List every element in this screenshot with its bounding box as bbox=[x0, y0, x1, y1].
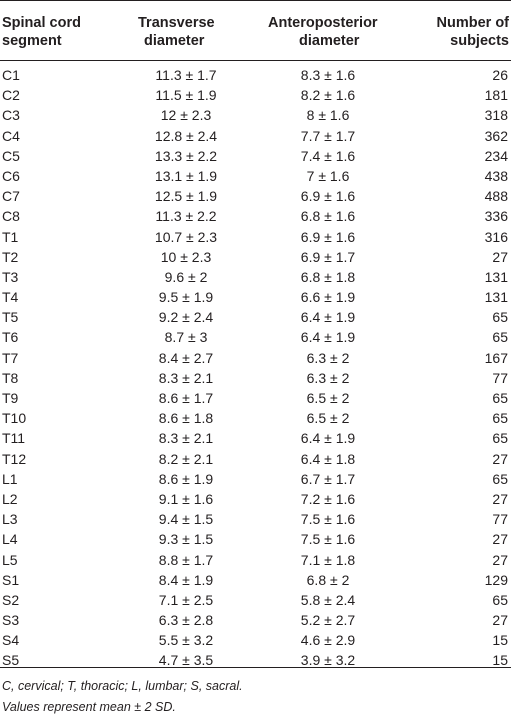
table-row bbox=[0, 348, 511, 368]
cell-anteroposterior: 6.4 ± 1.9 bbox=[300, 329, 356, 346]
table-footnotes bbox=[2, 676, 243, 718]
header-rule bbox=[0, 60, 511, 61]
table-row bbox=[0, 570, 511, 590]
table-row bbox=[0, 65, 511, 85]
cell-anteroposterior: 7.2 ± 1.6 bbox=[300, 490, 356, 507]
cell-transverse: 9.1 ± 1.6 bbox=[158, 490, 214, 507]
cell-subjects: 27 bbox=[492, 248, 508, 265]
cell-transverse: 9.3 ± 1.5 bbox=[158, 531, 214, 548]
cell-anteroposterior: 6.9 ± 1.6 bbox=[300, 228, 356, 245]
cell-subjects: 65 bbox=[492, 329, 508, 346]
cell-segment: L2 bbox=[2, 490, 18, 507]
cell-segment: C6 bbox=[2, 167, 20, 184]
cell-subjects: 77 bbox=[492, 511, 508, 528]
cell-segment: C3 bbox=[2, 107, 20, 124]
cell-segment: L3 bbox=[2, 511, 18, 528]
cell-subjects: 65 bbox=[492, 470, 508, 487]
table-row bbox=[0, 146, 511, 166]
cell-anteroposterior: 6.4 ± 1.9 bbox=[300, 309, 356, 326]
top-rule bbox=[0, 0, 511, 1]
table-row bbox=[0, 227, 511, 247]
cell-subjects: 65 bbox=[492, 410, 508, 427]
cell-anteroposterior: 8.2 ± 1.6 bbox=[300, 87, 356, 104]
cell-subjects: 131 bbox=[484, 289, 508, 306]
cell-segment: T3 bbox=[2, 268, 19, 285]
table-row bbox=[0, 509, 511, 529]
cell-anteroposterior: 6.8 ± 1.8 bbox=[300, 268, 356, 285]
cell-anteroposterior: 7.5 ± 1.6 bbox=[300, 531, 356, 548]
header-line: diameter bbox=[299, 33, 360, 49]
cell-anteroposterior: 6.8 ± 1.6 bbox=[300, 208, 356, 225]
cell-anteroposterior: 6.8 ± 2 bbox=[306, 571, 350, 588]
cell-subjects: 65 bbox=[492, 591, 508, 608]
cell-transverse: 8.2 ± 2.1 bbox=[158, 450, 214, 467]
table-row bbox=[0, 388, 511, 408]
table-row bbox=[0, 206, 511, 226]
cell-segment: T9 bbox=[2, 390, 19, 406]
cell-transverse: 8.3 ± 2.1 bbox=[158, 430, 214, 447]
footnote-values: Values represent mean ± 2 SD. bbox=[2, 700, 176, 714]
table-row bbox=[0, 489, 511, 509]
table-row bbox=[0, 267, 511, 287]
cell-anteroposterior: 7.5 ± 1.6 bbox=[300, 511, 356, 528]
table-row bbox=[0, 408, 511, 428]
cell-segment: L5 bbox=[2, 551, 18, 568]
cell-segment: T8 bbox=[2, 369, 19, 386]
cell-subjects: 316 bbox=[484, 228, 508, 245]
cell-transverse: 7.1 ± 2.5 bbox=[158, 591, 214, 608]
cell-segment: S2 bbox=[2, 591, 20, 608]
header-line: segment bbox=[2, 33, 62, 49]
header-line: subjects bbox=[450, 33, 509, 49]
cell-subjects: 15 bbox=[492, 652, 508, 669]
table-row bbox=[0, 368, 511, 388]
cell-anteroposterior: 7 ± 1.6 bbox=[306, 167, 350, 184]
bottom-rule bbox=[0, 667, 511, 668]
table-body bbox=[0, 65, 511, 671]
cell-anteroposterior: 6.3 ± 2 bbox=[306, 349, 350, 366]
cell-segment: S1 bbox=[2, 571, 20, 588]
cell-subjects: 181 bbox=[484, 87, 508, 104]
table-row bbox=[0, 610, 511, 630]
cell-segment: L4 bbox=[2, 531, 18, 548]
cell-subjects: 77 bbox=[492, 369, 508, 386]
cell-transverse: 11.5 ± 1.9 bbox=[155, 87, 217, 104]
table-row bbox=[0, 469, 511, 489]
cell-transverse: 12.5 ± 1.9 bbox=[154, 188, 218, 205]
footnote-abbreviations: C, cervical; T, thoracic; L, lumbar; S, sacral. bbox=[2, 679, 243, 693]
cell-transverse: 10.7 ± 2.3 bbox=[154, 228, 218, 245]
cell-transverse: 8.8 ± 1.7 bbox=[158, 551, 214, 568]
cell-transverse: 9.5 ± 1.9 bbox=[158, 289, 214, 306]
table-row bbox=[0, 449, 511, 469]
cell-subjects: 488 bbox=[484, 188, 508, 205]
cell-subjects: 438 bbox=[484, 167, 508, 184]
cell-subjects: 129 bbox=[484, 571, 508, 588]
cell-segment: T1 bbox=[2, 228, 19, 245]
cell-anteroposterior: 6.5 ± 2 bbox=[306, 390, 350, 406]
cell-anteroposterior: 6.6 ± 1.9 bbox=[300, 289, 356, 306]
table-row bbox=[0, 529, 511, 549]
header-transverse-diameter bbox=[138, 14, 228, 50]
header-number-of-subjects bbox=[405, 14, 509, 50]
cell-subjects: 65 bbox=[492, 430, 508, 447]
cell-transverse: 10 ± 2.3 bbox=[160, 248, 212, 265]
cell-subjects: 65 bbox=[492, 390, 508, 406]
cell-anteroposterior: 3.9 ± 3.2 bbox=[300, 652, 356, 669]
table-row bbox=[0, 166, 511, 186]
cell-anteroposterior: 6.3 ± 2 bbox=[306, 369, 350, 386]
cell-transverse: 9.2 ± 2.4 bbox=[158, 309, 214, 326]
cell-transverse: 12.8 ± 2.4 bbox=[154, 127, 218, 144]
cell-transverse: 8.6 ± 1.9 bbox=[158, 470, 214, 487]
table-row bbox=[0, 550, 511, 570]
cell-segment: T5 bbox=[2, 309, 19, 326]
table-row bbox=[0, 327, 511, 347]
cell-transverse: 8.4 ± 2.7 bbox=[158, 349, 214, 366]
cell-segment: C8 bbox=[2, 208, 20, 225]
header-line: diameter bbox=[144, 33, 205, 49]
table-row bbox=[0, 307, 511, 327]
cell-transverse: 8.4 ± 1.9 bbox=[158, 571, 214, 588]
table-row bbox=[0, 85, 511, 105]
cell-subjects: 27 bbox=[492, 490, 508, 507]
cell-segment: S5 bbox=[2, 652, 20, 669]
cell-segment: C1 bbox=[2, 67, 20, 83]
cell-segment: T4 bbox=[2, 289, 19, 306]
header-line: Transverse bbox=[138, 15, 215, 31]
cell-transverse: 13.3 ± 2.2 bbox=[154, 147, 218, 164]
cell-subjects: 131 bbox=[484, 268, 508, 285]
table-row bbox=[0, 428, 511, 448]
table-row bbox=[0, 287, 511, 307]
cell-anteroposterior: 6.7 ± 1.7 bbox=[300, 470, 356, 487]
table-row bbox=[0, 247, 511, 267]
cell-anteroposterior: 8 ± 1.6 bbox=[306, 107, 350, 124]
table-row bbox=[0, 630, 511, 650]
cell-segment: T7 bbox=[2, 349, 19, 366]
cell-transverse: 8.6 ± 1.8 bbox=[158, 410, 214, 427]
cell-segment: C5 bbox=[2, 147, 20, 164]
cell-anteroposterior: 6.9 ± 1.7 bbox=[300, 248, 356, 265]
cell-anteroposterior: 6.9 ± 1.6 bbox=[300, 188, 356, 205]
header-line: Spinal cord bbox=[2, 15, 81, 31]
cell-segment: T10 bbox=[2, 410, 27, 427]
cell-anteroposterior: 7.7 ± 1.7 bbox=[300, 127, 356, 144]
cell-subjects: 27 bbox=[492, 551, 508, 568]
cell-segment: C2 bbox=[2, 87, 20, 104]
table-row bbox=[0, 186, 511, 206]
cell-transverse: 11.3 ± 2.2 bbox=[155, 208, 217, 225]
cell-subjects: 65 bbox=[492, 309, 508, 326]
table-row bbox=[0, 126, 511, 146]
cell-transverse: 8.6 ± 1.7 bbox=[158, 390, 214, 406]
cell-transverse: 6.3 ± 2.8 bbox=[158, 612, 214, 629]
header-spinal-cord-segment bbox=[2, 14, 112, 50]
cell-segment: S3 bbox=[2, 612, 20, 629]
cell-subjects: 362 bbox=[484, 127, 508, 144]
cell-transverse: 4.7 ± 3.5 bbox=[158, 652, 214, 669]
cell-transverse: 5.5 ± 3.2 bbox=[158, 632, 214, 649]
cell-anteroposterior: 7.4 ± 1.6 bbox=[300, 147, 356, 164]
cell-transverse: 9.4 ± 1.5 bbox=[158, 511, 214, 528]
cell-anteroposterior: 6.4 ± 1.9 bbox=[300, 430, 356, 447]
cell-transverse: 8.7 ± 3 bbox=[164, 329, 208, 346]
cell-anteroposterior: 5.2 ± 2.7 bbox=[300, 612, 356, 629]
header-line: Anteroposterior bbox=[268, 15, 378, 31]
cell-subjects: 15 bbox=[492, 632, 508, 649]
table-row bbox=[0, 105, 511, 125]
cell-anteroposterior: 5.8 ± 2.4 bbox=[300, 591, 356, 608]
cell-transverse: 9.6 ± 2 bbox=[164, 268, 208, 285]
cell-subjects: 234 bbox=[484, 147, 508, 164]
cell-subjects: 27 bbox=[492, 450, 508, 467]
cell-subjects: 27 bbox=[492, 612, 508, 629]
cell-subjects: 167 bbox=[484, 349, 508, 366]
cell-subjects: 26 bbox=[492, 67, 508, 83]
cell-segment: T12 bbox=[2, 450, 27, 467]
header-line: Number of bbox=[436, 15, 509, 31]
cell-segment: C7 bbox=[2, 188, 20, 205]
cell-segment: S4 bbox=[2, 632, 20, 649]
cell-subjects: 27 bbox=[492, 531, 508, 548]
cell-anteroposterior: 7.1 ± 1.8 bbox=[300, 551, 356, 568]
cell-subjects: 336 bbox=[484, 208, 508, 225]
cell-transverse: 12 ± 2.3 bbox=[160, 107, 212, 124]
cell-anteroposterior: 6.4 ± 1.8 bbox=[300, 450, 356, 467]
cell-segment: T11 bbox=[2, 430, 26, 447]
cell-anteroposterior: 8.3 ± 1.6 bbox=[300, 67, 356, 83]
table-row bbox=[0, 590, 511, 610]
cell-segment: T6 bbox=[2, 329, 19, 346]
cell-transverse: 11.3 ± 1.7 bbox=[155, 67, 217, 83]
cell-segment: L1 bbox=[2, 470, 18, 487]
cell-transverse: 8.3 ± 2.1 bbox=[158, 369, 214, 386]
cell-anteroposterior: 4.6 ± 2.9 bbox=[300, 632, 356, 649]
cell-anteroposterior: 6.5 ± 2 bbox=[306, 410, 350, 427]
cell-segment: T2 bbox=[2, 248, 19, 265]
cell-subjects: 318 bbox=[484, 107, 508, 124]
cell-transverse: 13.1 ± 1.9 bbox=[154, 167, 218, 184]
cell-segment: C4 bbox=[2, 127, 20, 144]
